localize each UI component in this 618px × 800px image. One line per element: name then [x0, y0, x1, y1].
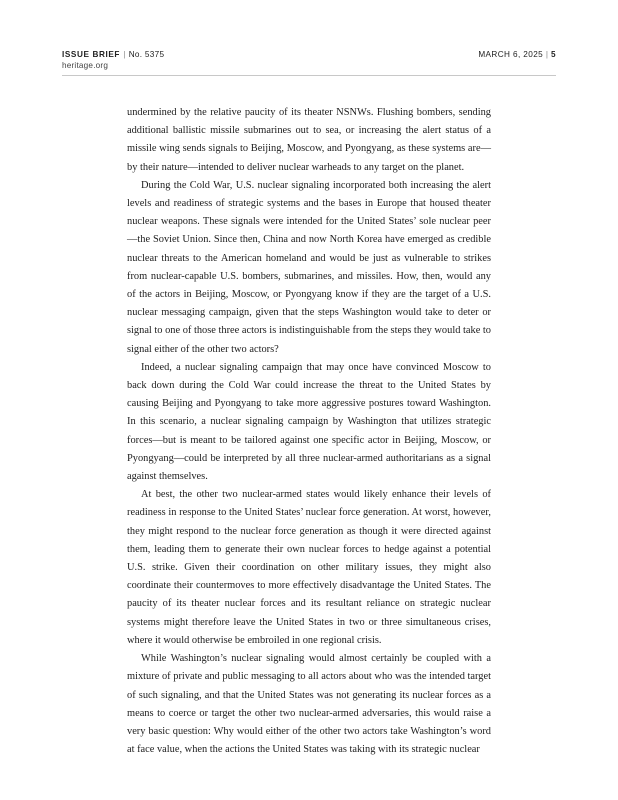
site-url: heritage.org	[62, 61, 109, 70]
issue-brief-label: ISSUE BRIEF	[62, 50, 121, 59]
header-separator: |	[123, 50, 126, 59]
publication-info	[62, 49, 164, 71]
paragraph: At best, the other two nuclear-armed states would likely enhance their levels of readiness in response to the United States’ nuclear force generation. At worst, however, they might respond to the nuclear force generation as though it were directed against them, leading them to generate their own nuclear forces to hedge against a potential U.S. strike. Given their coordination on other military issues, they might also coordinate their countermoves to more effectively disadvantage the United States. The paucity of its theater nuclear forces and its resultant reliance on strategic nuclear systems might therefore leave the United States in two or three simultaneous crises, where it would otherwise be embroiled in one regional crisis.	[127, 489, 491, 646]
issue-number: No. 5375	[128, 50, 165, 59]
date-and-page	[478, 49, 556, 60]
page-number: 5	[551, 50, 556, 59]
article-body	[127, 104, 491, 759]
paragraph: While Washington’s nuclear signaling would almost certainly be coupled with a mixture of private and public messaging to all actors about who was the intended target of such signaling, and that the United States was not generating its nuclear forces as a means to coerce or target the other two nuclear-armed adversaries, this would raise a very basic question: Why would either of the other two actors take Washington’s word at face value, when the actions the United States was taking with its strategic nuclear	[127, 653, 491, 756]
publication-date: MARCH 6, 2025	[478, 50, 544, 59]
paragraph: During the Cold War, U.S. nuclear signaling incorporated both increasing the alert levels and readiness of strategic systems and the bases in Europe that housed theater nuclear weapons. These signals were intended for the United States’ sole nuclear peer—the Soviet Union. Since then, China and now North Korea have emerged as credible nuclear threats to the American homeland and would be just as vulnerable to strikes from nuclear-capable U.S. bombers, submarines, and missiles. How, then, would any of the actors in Beijing, Moscow, or Pyongyang know if they are the target of a U.S. nuclear messaging campaign, given that the steps Washington would take to deter or signal to one of those three actors is indistinguishable from the steps they would take to signal either of the other two actors?	[127, 179, 491, 355]
paragraph: undermined by the relative paucity of its theater NSNWs. Flushing bombers, sending additional ballistic missile submarines out to sea, or increasing the alert status of a missile wing sends signals to Beijing, Moscow, and Pyongyang, as these systems are—by their nature—intended to deliver nuclear warheads to any target on the planet.	[127, 107, 491, 173]
date-separator: |	[545, 50, 549, 59]
paragraph: Indeed, a nuclear signaling campaign that may once have convinced Moscow to back down during the Cold War could increase the threat to the United States by causing Beijing and Pyongyang to take more aggressive postures toward Washington. In this scenario, a nuclear signaling campaign by Washington that utilizes strategic forces—but is meant to be tailored against one specific actor in Beijing, Moscow, or Pyongyang—could be interpreted by all three nuclear-armed authoritarians as a signal against themselves.	[127, 361, 491, 483]
header-divider	[62, 75, 556, 76]
